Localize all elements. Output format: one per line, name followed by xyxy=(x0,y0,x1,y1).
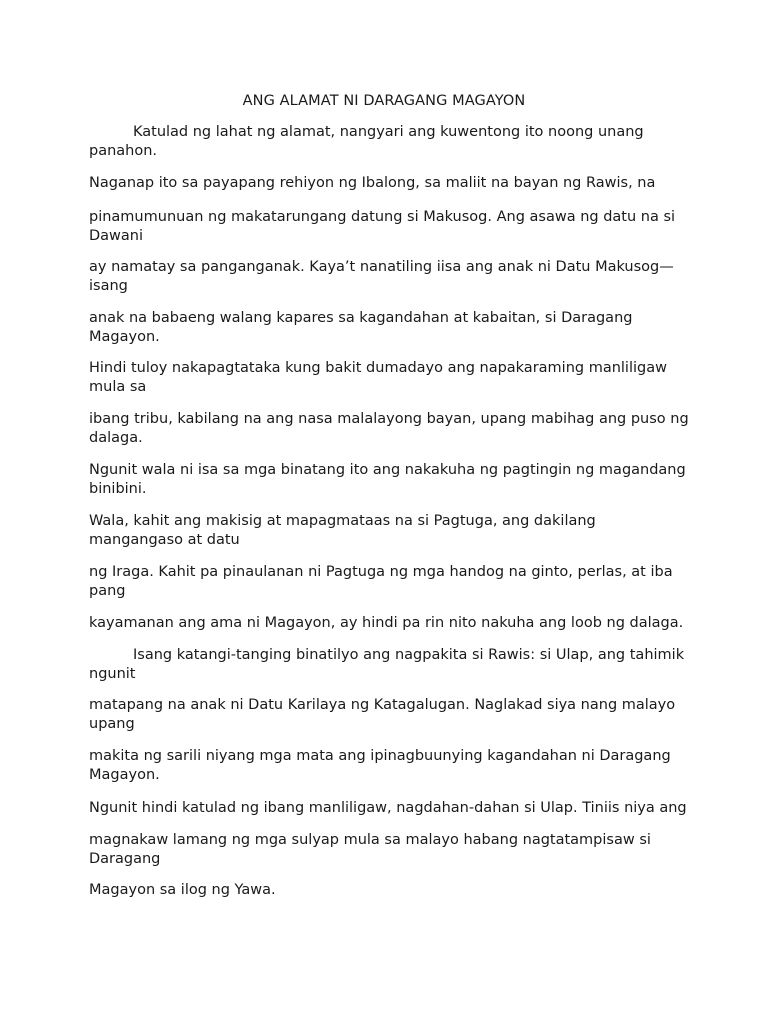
paragraph-6: Hindi tuloy nakapagtataka kung bakit dumadayo ang napakaraming manliligaw mula sa xyxy=(89,360,667,395)
paragraph-12: Isang katangi-tanging binatilyo ang nagpakita si Rawis: si Ulap, ang tahimik ngunit xyxy=(89,647,685,682)
paragraph-7: ibang tribu, kabilang na ang nasa malalayong bayan, upang mabihag ang puso ng dalaga. xyxy=(89,411,689,446)
paragraph-2: Naganap ito sa payapang rehiyon ng Ibalong, sa maliit na bayan ng Rawis, na xyxy=(89,175,656,191)
paragraph-5: anak na babaeng walang kapares sa kagandahan at kabaitan, si Daragang Magayon. xyxy=(89,310,633,345)
paragraph-8: Ngunit wala ni isa sa mga binatang ito ang nakakuha ng pagtingin ng magandang binibini. xyxy=(89,462,686,497)
paragraph-3: pinamumunuan ng makatarungang datung si Makusog. Ang asawa ng datu na si Dawani xyxy=(89,209,676,244)
paragraph-15: Ngunit hindi katulad ng ibang manliligaw, nagdahan-dahan si Ulap. Tiniis niya ang xyxy=(89,800,687,816)
paragraph-4: ay namatay sa panganganak. Kaya’t nanatiling iisa ang anak ni Datu Makusog—isang xyxy=(89,259,674,294)
paragraph-14: makita ng sarili niyang mga mata ang ipinagbuunying kagandahan ni Daragang Magayon. xyxy=(89,748,671,783)
paragraph-16: magnakaw lamang ng mga sulyap mula sa malayo habang nagtatampisaw si Daragang xyxy=(89,832,651,867)
paragraph-13: matapang na anak ni Datu Karilaya ng Katagalugan. Naglakad siya nang malayo upang xyxy=(89,697,676,732)
paragraph-1: Katulad ng lahat ng alamat, nangyari ang kuwentong ito noong unang panahon. xyxy=(89,124,644,159)
paragraph-9: Wala, kahit ang makisig at mapagmataas na si Pagtuga, ang dakilang mangangaso at datu xyxy=(89,513,596,548)
paragraph-17: Magayon sa ilog ng Yawa. xyxy=(89,882,276,898)
paragraph-10: ng Iraga. Kahit pa pinaulanan ni Pagtuga ng mga handog na ginto, perlas, at iba pang xyxy=(89,564,673,599)
paragraph-11: kayamanan ang ama ni Magayon, ay hindi pa rin nito nakuha ang loob ng dalaga. xyxy=(89,615,684,631)
document-title: ANG ALAMAT NI DARAGANG MAGAYON xyxy=(242,93,526,109)
